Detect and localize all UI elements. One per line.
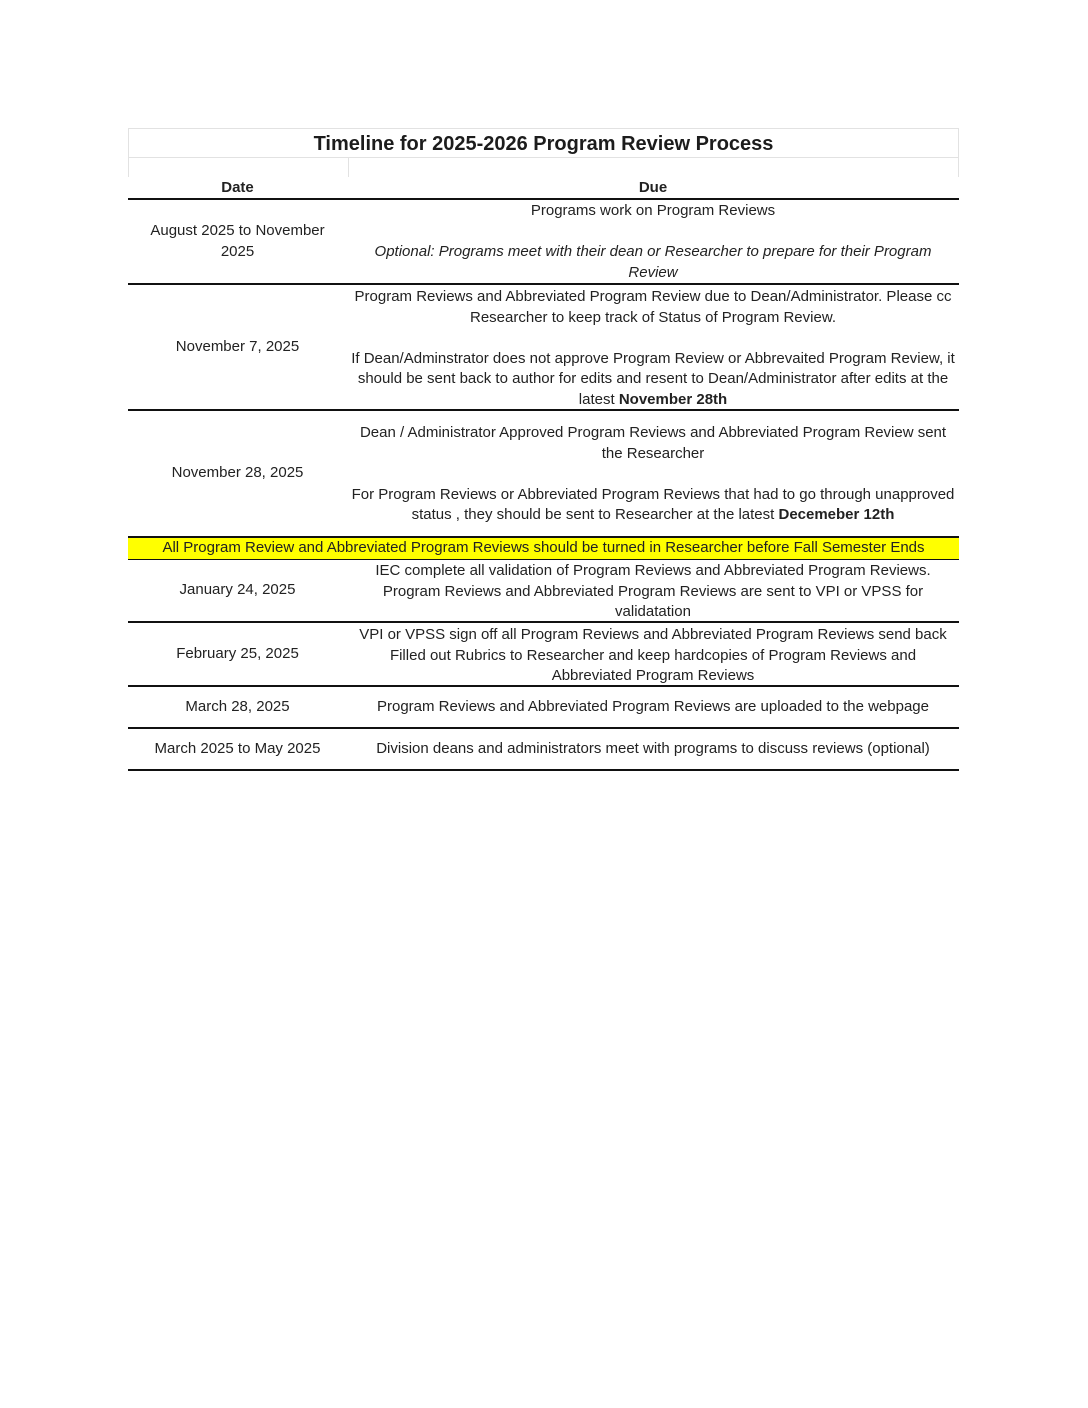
due-text: Program Reviews and Abbreviated Program Review due to Dean/Administrator. Please cc Researcher to keep track of Status of Program Review. [354,288,952,326]
table-row [128,200,959,285]
due-text: IEC complete all validation of Program Reviews and Abbreviated Program Reviews. Program Reviews and Abbreviated Program Reviews are sent to VPI or VPSS for validatation [375,562,931,620]
spacer-cell [128,157,349,177]
row-date: January 24, 2025 [179,581,296,599]
table-row [128,687,959,729]
row-date: August 2025 to November 2025 [150,222,325,260]
timeline-table [128,128,959,771]
due-text: Program Reviews and Abbreviated Program Reviews are uploaded to the webpage [377,697,929,715]
row-due [347,729,959,769]
due-text: VPI or VPSS sign off all Program Reviews and Abbreviated Program Reviews send back Filled out Rubrics to Researcher and keep hardcopies of Program Reviews and Abbreviated Program Reviews [359,626,947,684]
row-date: March 28, 2025 [185,697,290,715]
due-optional-text: Optional: Programs meet with their dean or Researcher to prepare for their Program Review [374,243,932,281]
document-title: Timeline for 2025-2026 Program Review Process [128,128,959,157]
highlight-notice: All Program Review and Abbreviated Program Reviews should be turned in Researcher before Fall Semester Ends [128,538,959,560]
due-text: Division deans and administrators meet with programs to discuss reviews (optional) [376,739,930,757]
table-header [128,177,959,200]
due-text: Dean / Administrator Approved Program Reviews and Abbreviated Program Review sent the Researcher [359,424,947,462]
row-due [347,560,959,621]
spacer-row [128,157,959,177]
header-due: Due [638,179,668,196]
table-row [128,729,959,771]
row-due [347,200,959,283]
due-deadline: November 28th [618,390,728,408]
table-row [128,623,959,687]
row-due [347,411,959,536]
row-date: March 2025 to May 2025 [154,739,321,757]
row-date: November 28, 2025 [171,464,304,482]
row-date: November 7, 2025 [175,337,300,355]
table-row [128,285,959,411]
table-row [128,411,959,538]
table-row [128,560,959,623]
due-text: Programs work on Program Reviews [530,202,776,219]
header-date: Date [221,179,254,196]
row-due [347,687,959,727]
row-date: February 25, 2025 [176,644,299,662]
due-text: If Dean/Adminstrator does not approve Program Review or Abbrevaited Program Review, it should be sent back to author for edits and resent to Dean/Administrator after edits at the latest November 28th [351,349,955,408]
due-text: For Program Reviews or Abbreviated Program Reviews that had to go through unapproved status , they should be sent to Researcher at the latest Decemeber 12th [351,485,955,523]
row-due [347,285,959,409]
due-deadline: Decemeber 12th [778,506,895,523]
spacer-cell [349,157,959,177]
row-due [347,623,959,685]
